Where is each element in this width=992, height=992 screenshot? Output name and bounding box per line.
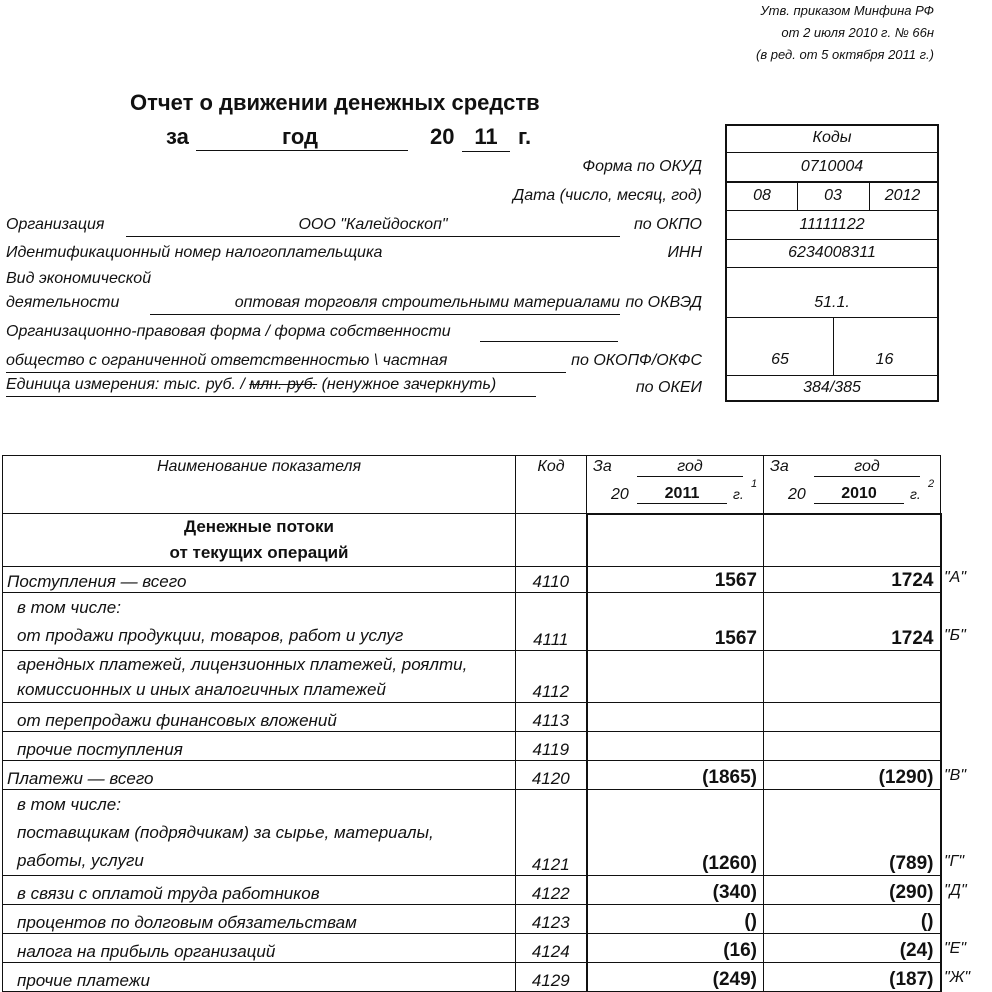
row-4113-name: от перепродажи финансовых вложений: [3, 703, 516, 732]
date-month: 03: [824, 187, 842, 204]
mark-v: "В": [944, 767, 967, 784]
period2-footnote: 2: [928, 478, 935, 490]
period1-year: 2011: [637, 485, 727, 504]
activity-value-field: [150, 294, 620, 315]
row-4121-v2: (789): [764, 790, 941, 876]
unit-label-pre: Единица измерения: тыс. руб. /: [6, 376, 245, 393]
row-4119-v1: [587, 732, 764, 761]
col-code-text: Код: [537, 458, 565, 475]
section-code-empty: [516, 514, 587, 567]
table-row: [3, 761, 941, 790]
mark-a: "А": [944, 569, 967, 586]
form-value-field: [6, 352, 566, 373]
section-header-row: [3, 514, 941, 567]
form-label: Организационно-правовая форма / форма собственности: [6, 323, 451, 340]
section-title-line-1: Денежные потоки: [184, 517, 334, 536]
table-row: [3, 905, 941, 934]
table-row: [3, 876, 941, 905]
row-4120-v1: (1865): [587, 761, 764, 790]
row-4110-v1: 1567: [587, 567, 764, 593]
period2-year: 2010: [814, 485, 904, 504]
okei-label: по ОКЕИ: [635, 379, 702, 396]
period2-god: год: [814, 458, 920, 477]
codes-header-text: Коды: [812, 129, 852, 146]
row-4129-name: прочие платежи: [3, 963, 516, 992]
row-4124-name: налога на прибыль организаций: [3, 934, 516, 963]
row-4112-code: 4112: [516, 651, 587, 703]
row-4122-v2: (290): [764, 876, 941, 905]
row-4122-code: 4122: [516, 876, 587, 905]
col-name-text: Наименование показателя: [156, 458, 362, 475]
row-4120-code: 4120: [516, 761, 587, 790]
section-v1-empty: [587, 514, 764, 567]
form-value: общество с ограниченной ответственностью \ частная: [6, 352, 448, 369]
activity-value: оптовая торговля строительными материалами: [234, 294, 620, 311]
okved-label: по ОКВЭД: [625, 294, 702, 311]
period1-za: За: [593, 458, 612, 475]
row-4119-v2: [764, 732, 941, 761]
row-4111-v2: 1724: [764, 593, 941, 651]
approval-line-3: (в ред. от 5 октября 2011 г.): [756, 47, 934, 62]
table-row: [3, 732, 941, 761]
title-period-blank: [196, 150, 408, 151]
table-row: [3, 567, 941, 593]
period2-g: г.: [910, 486, 921, 502]
date-day-cell: [727, 181, 798, 210]
org-value: ООО "Калейдоскоп": [298, 216, 448, 233]
okfs-value: 16: [875, 351, 894, 368]
codes-box: [725, 124, 939, 402]
row-4112-v2: [764, 651, 941, 703]
row-4111-text: от продажи продукции, товаров, работ и услуг: [17, 626, 404, 645]
okpo-value: 11111122: [799, 216, 865, 233]
row-4123-code: 4123: [516, 905, 587, 934]
col-name-header: [3, 456, 516, 514]
okved-value: 51.1.: [814, 294, 850, 311]
period2-twenty: 20: [788, 486, 806, 503]
row-4121-text: работы, услуги: [17, 851, 144, 870]
table-row: [3, 651, 941, 703]
title-year-suffix: 11: [462, 124, 510, 152]
okopf-value: 65: [771, 351, 789, 368]
row-4121-v1: (1260): [587, 790, 764, 876]
okopf-code-cell: [727, 317, 834, 375]
col-period1-header: [587, 456, 764, 514]
cashflow-table: [2, 455, 942, 992]
row-4120-name: Платежи — всего: [3, 761, 516, 790]
okei-cell: [727, 375, 937, 401]
table-row: [3, 790, 941, 876]
row-4123-v2: (): [764, 905, 941, 934]
row-4129-v2: (187): [764, 963, 941, 992]
okopf-label: по ОКОПФ/ОКФС: [571, 352, 702, 369]
period1-god: год: [637, 458, 743, 477]
row-4124-code: 4124: [516, 934, 587, 963]
col-code-header: [516, 456, 587, 514]
mark-e: "Е": [944, 940, 967, 957]
section-title-line-2: от текущих операций: [169, 543, 349, 562]
unit-label: [6, 376, 496, 394]
unit-label-post: (ненужное зачеркнуть): [321, 376, 497, 393]
table-row: [3, 963, 941, 992]
row-4121-code: 4121: [516, 790, 587, 876]
col-period2-header: [764, 456, 941, 514]
date-year-cell: [869, 181, 936, 210]
row-4123-v1: (): [587, 905, 764, 934]
report-title: Отчет о движении денежных средств: [130, 90, 540, 115]
inn-value: 6234008311: [788, 244, 876, 261]
row-4112-text: комиссионных и иных аналогичных платежей: [17, 680, 386, 699]
okud-cell: [727, 152, 937, 183]
table-row: [3, 934, 941, 963]
row-4122-v1: (340): [587, 876, 764, 905]
form-label-underline: [480, 341, 618, 342]
row-4113-code: 4113: [516, 703, 587, 732]
row-4123-name: процентов по долговым обязательствам: [3, 905, 516, 934]
title-year-prefix: 20: [430, 124, 455, 149]
title-g: г.: [518, 124, 532, 149]
row-4129-code: 4129: [516, 963, 587, 992]
mark-d: "Д": [944, 882, 967, 899]
row-4111-pre: в том числе:: [17, 598, 121, 617]
mark-g: "Г": [944, 853, 965, 870]
okpo-cell: [727, 210, 937, 240]
table-row: [3, 703, 941, 732]
okud-value: 0710004: [800, 158, 864, 175]
unit-underline: [6, 396, 536, 397]
row-4110-code: 4110: [516, 567, 587, 593]
row-4111-code: 4111: [516, 593, 587, 651]
activity-label-1: Вид экономической: [6, 270, 152, 287]
row-4111-v1: 1567: [587, 593, 764, 651]
approval-note: [634, 0, 934, 66]
okei-value: 384/385: [803, 379, 861, 396]
section-title: [3, 514, 516, 567]
approval-line-2: от 2 июля 2010 г. № 66н: [781, 25, 934, 40]
row-4110-v2: 1724: [764, 567, 941, 593]
org-label: Организация: [6, 216, 105, 233]
okopf-cell: [727, 317, 937, 376]
title-za: за: [166, 124, 189, 149]
row-4129-v1: (249): [587, 963, 764, 992]
inn-code-label: ИНН: [667, 244, 702, 261]
mark-b: "Б": [944, 627, 966, 644]
row-4124-v2: (24): [764, 934, 941, 963]
inn-label: Идентификационный номер налогоплательщика: [6, 244, 383, 261]
org-value-field: [126, 216, 620, 237]
section-v2-empty: [764, 514, 941, 567]
mark-zh: "Ж": [944, 969, 971, 986]
row-4122-name: в связи с оплатой труда работников: [3, 876, 516, 905]
table-header-row: [3, 456, 941, 514]
date-label: Дата (число, месяц, год): [512, 187, 702, 204]
activity-label-2: деятельности: [6, 294, 120, 311]
unit-struck: млн. руб.: [249, 376, 318, 393]
inn-cell: [727, 239, 937, 268]
row-4121-mid: поставщикам (подрядчикам) за сырье, материалы,: [17, 823, 434, 842]
okpo-label: по ОКПО: [633, 216, 702, 233]
period2-za: За: [770, 458, 789, 475]
row-4113-v2: [764, 703, 941, 732]
date-month-cell: [797, 181, 870, 210]
codes-header: [727, 126, 937, 153]
title-god: год: [282, 124, 318, 149]
row-4113-v1: [587, 703, 764, 732]
row-4112-v1: [587, 651, 764, 703]
row-4119-code: 4119: [516, 732, 587, 761]
row-4121-name: [3, 790, 516, 876]
row-4112-pre: арендных платежей, лицензионных платежей, роялти,: [17, 655, 468, 674]
row-4124-v1: (16): [587, 934, 764, 963]
row-4121-pre: в том числе:: [17, 795, 121, 814]
okved-cell: [727, 267, 937, 318]
row-4112-name: [3, 651, 516, 703]
table-row: [3, 593, 941, 651]
okfs-code-cell: [833, 317, 936, 375]
period1-twenty: 20: [611, 486, 629, 503]
period1-footnote: 1: [751, 478, 758, 490]
date-cell: [727, 181, 937, 211]
date-day: 08: [753, 187, 771, 204]
row-4120-v2: (1290): [764, 761, 941, 790]
row-4119-name: прочие поступления: [3, 732, 516, 761]
date-year: 2012: [884, 187, 921, 204]
okud-label: Форма по ОКУД: [582, 158, 702, 175]
row-4111-name: [3, 593, 516, 651]
row-4110-name: Поступления — всего: [3, 567, 516, 593]
period1-g: г.: [733, 486, 744, 502]
approval-line-1: Утв. приказом Минфина РФ: [760, 3, 934, 18]
